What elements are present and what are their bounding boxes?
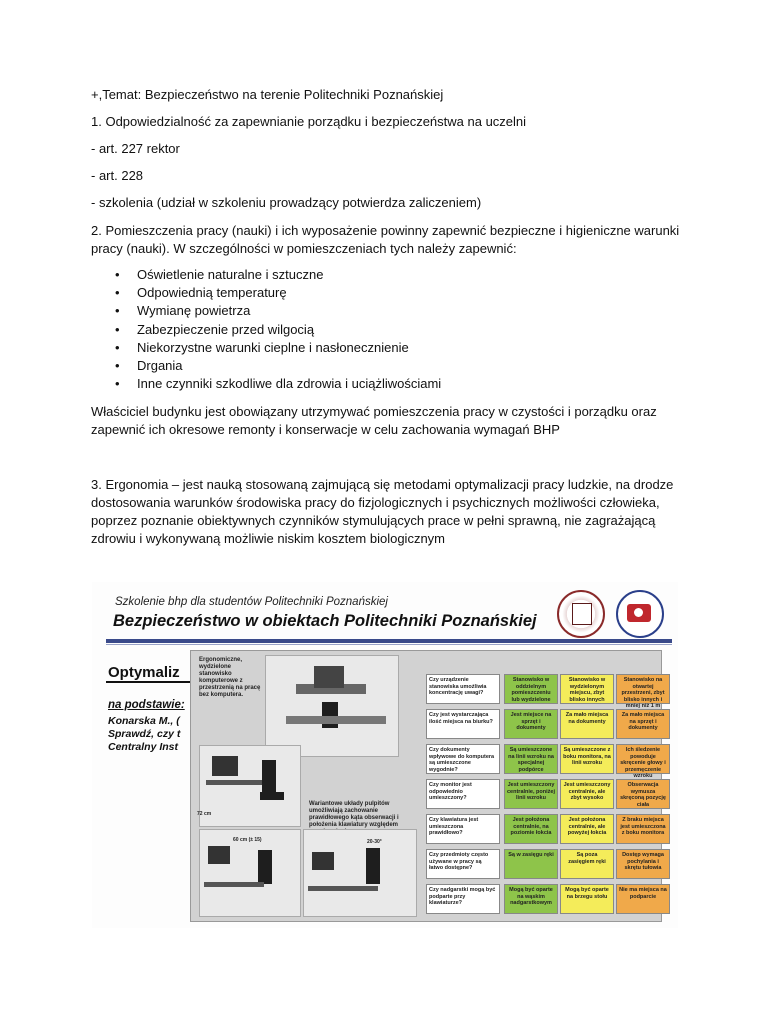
szkolenia-line: - szkolenia (udział w szkoleniu prowadzący potwierdza zaliczeniem) [91,195,482,210]
list-item: • Drgania [91,357,441,375]
reference-line: Konarska M., ( [108,715,180,727]
reference-line: Sprawdź, czy t [108,728,181,740]
checklist-cell-good: Jest położona centralnie, na poziomie łokcia [504,814,558,844]
checklist-cell-bad: Dostęp wymaga pochylania i skrętu tułowia [616,849,670,879]
list-item: • Inne czynniki szkodliwe dla zdrowia i uciążliwościami [91,375,441,393]
seated-posture-illustration [199,745,301,827]
na-podstawie-label: na podstawie: [108,699,185,711]
slide-title: Bezpieczeństwo w obiektach Politechniki Poznańskiej [113,612,537,630]
checklist-question: Czy przedmioty często używane w pracy są łatwo dostępne? [426,849,500,879]
checklist-cell-bad: Obserwacja wymusza skręconą pozycję ciała [616,779,670,809]
paragraph-1: 1. Odpowiedzialność za zapewnianie porządku i bezpieczeństwa na uczelni [91,114,527,129]
workstation-illustration [265,655,399,757]
viewing-angle-illustration [303,829,417,917]
checklist-cell-bad: Stanowisko na otwartej przestrzeni, zbyt blisko innych i mniej niż 1 m [616,674,670,704]
checklist-cell-medium: Są poza zasięgiem ręki [560,849,614,879]
checklist-question: Czy monitor jest odpowiednio umieszczony? [426,779,500,809]
checklist-question: Czy urządzenie stanowiska umożliwia koncentrację uwagi? [426,674,500,704]
checklist-cell-good: Jest miejsce na sprzęt i dokumenty [504,709,558,739]
angle-dimension: 20-30° [367,839,382,845]
ergonomic-workstation-label: Ergonomiczne, wydzielone stanowisko komputerowe z przestrzenią na pracę bez komputera. [199,657,261,698]
university-seal-logo [557,590,605,638]
desk-variants-label: Wariantowe układy pulpitów umożliwiają zachowanie prawidłowego kąta obserwacji i położenia klawiatury względem [309,801,399,828]
reference-line: Centralny Inst [108,741,179,753]
checklist-cell-bad: Za mało miejsca na sprzęt i dokumenty [616,709,670,739]
owner-paragraph: Właściciel budynku jest obowiązany utrzymywać pomieszczenia pracy w czystości i porządku oraz zapewnić ich okresowe remonty i konserwacje w celu zachowania wymagań BHP [91,404,657,437]
checklist-question: Czy klawiatura jest umieszczona prawidłowo? [426,814,500,844]
paragraph-2: 2. Pomieszczenia pracy (nauki) i ich wyposażenie powinny zapewnić bezpieczne i higieniczne warunki pracy (nauki). W szczególności w pomieszczeniach tych należy zapewnić: [91,223,680,256]
list-item: • Niekorzystne warunki cieplne i nasłonecznienie [91,339,441,357]
paragraph-3: 3. Ergonomia – jest nauką stosowaną zajmującą się metodami optymalizacji pracy ludzkie, na drodze dostosowania warunków środowiska pracy do fizjologicznych i psychicznych możliwości człowieka, poprzez poznanie obiektywnych czynników stymulujących prace w pełni sprawną, nie zagrażającą zdrowiu i wykonywaną możliwie niskim kosztem biologicznym [91,477,674,546]
checklist-question: Czy nadgarstki mogą być podparte przy klawiaturze? [426,884,500,914]
list-item: • Zabezpieczenie przed wilgocią [91,321,441,339]
institute-logo [616,590,664,638]
slide-divider [106,639,672,643]
checklist-cell-good: Są umieszczone na linii wzroku na specjalnej podpórce [504,744,558,774]
checklist-cell-medium: Za mało miejsca na dokumenty [560,709,614,739]
requirements-list [91,266,441,393]
checklist-cell-medium: Jest umieszczony centralnie, ale zbyt wysoko [560,779,614,809]
checklist-cell-bad: Z braku miejsca jest umieszczona z boku monitora [616,814,670,844]
checklist-cell-medium: Jest położona centralnie, ale powyżej łokcia [560,814,614,844]
slide-image [92,582,678,928]
topic-line: +,Temat: Bezpieczeństwo na terenie Politechniki Poznańskiej [91,87,444,102]
checklist-cell-medium: Stanowisko w wydzielonym miejscu, zbyt blisko innych [560,674,614,704]
checklist-cell-good: Mogą być oparte na wąskim nadgarstkowym [504,884,558,914]
slide-heading-optymalizacja: Optymaliz [108,664,180,681]
checklist-cell-bad: Ich śledzenie powoduje skręcenie głowy i przemęczenie wzroku [616,744,670,774]
art-228-line: - art. 228 [91,168,144,183]
list-item: • Oświetlenie naturalne i sztuczne [91,266,441,284]
height-dimension: 72 cm [197,811,212,817]
checklist-cell-good: Stanowisko w oddzielnym pomieszczeniu lub wydzielone [504,674,558,704]
checklist-cell-medium: Mogą być oparte na brzegu stołu [560,884,614,914]
checklist-cell-medium: Są umieszczone z boku monitora, na linii wzroku [560,744,614,774]
checklist-question: Czy jest wystarczająca ilość miejsca na biurku? [426,709,500,739]
checklist-cell-good: Jest umieszczony centralnie, poniżej linii wzroku [504,779,558,809]
checklist-cell-bad: Nie ma miejsca na podparcie [616,884,670,914]
checklist-question: Czy dokumenty wpływowe do komputera są umieszczone wygodnie? [426,744,500,774]
art-227-line: - art. 227 rektor [91,141,180,156]
list-item: • Wymianę powietrza [91,302,441,320]
list-item: • Odpowiednią temperaturę [91,284,441,302]
distance-dimension: 60 cm (± 15) [233,837,262,843]
slide-subtitle: Szkolenie bhp dla studentów Politechniki Poznańskiej [115,596,388,608]
checklist-cell-good: Są w zasięgu ręki [504,849,558,879]
